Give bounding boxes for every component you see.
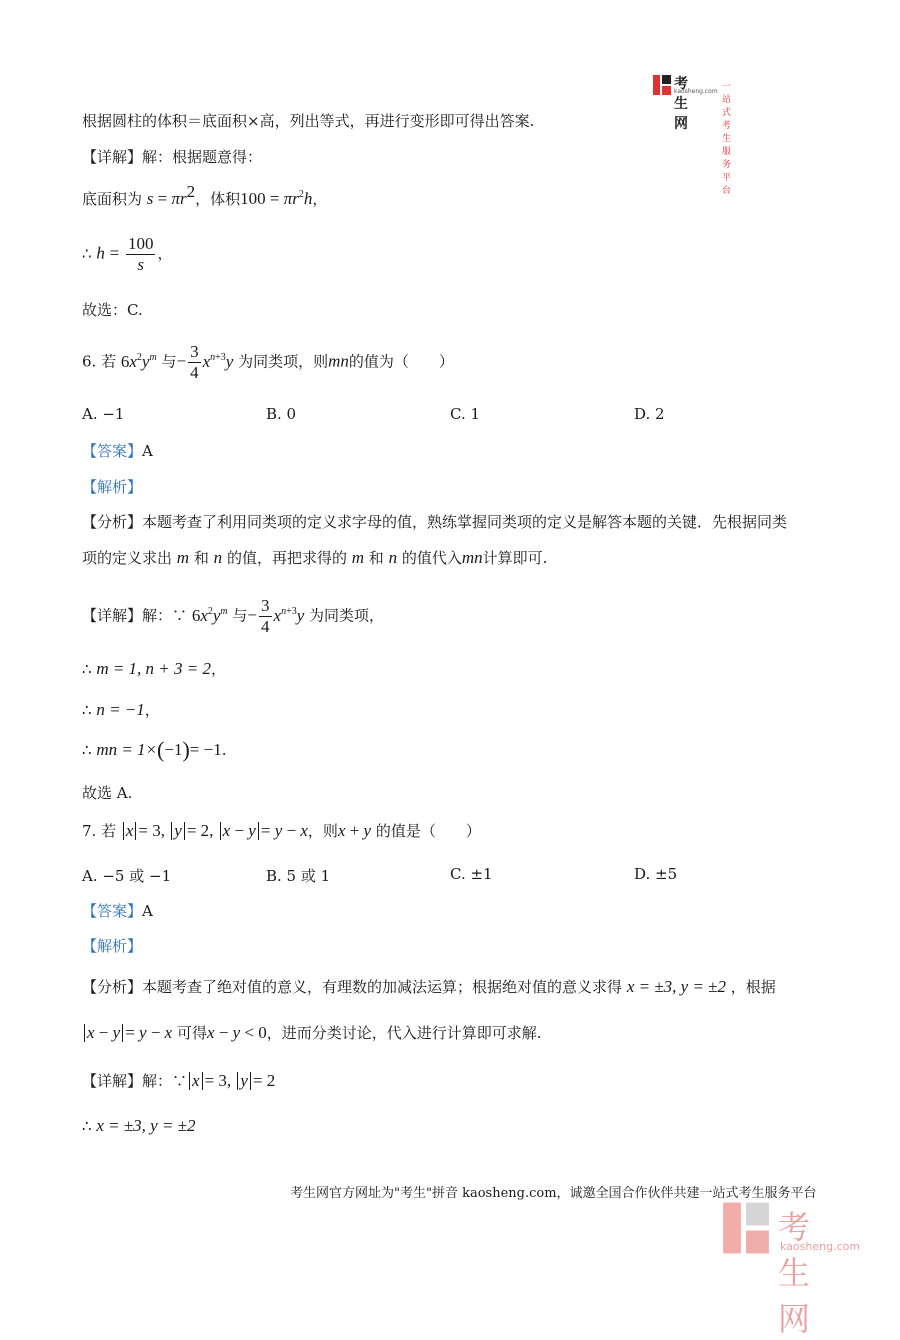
q7-number: 7. 若 bbox=[82, 822, 117, 840]
footer-text: 考生网官方网址为"考生"拼音 kaosheng.com，诚邀全国合作伙伴共建一站式考生服务平台 bbox=[290, 1186, 817, 1201]
q6-answer-line bbox=[82, 440, 153, 461]
logo-mark-icon bbox=[652, 74, 672, 96]
q5-fraction bbox=[126, 234, 156, 275]
q7-fenxi-line1 bbox=[82, 976, 776, 997]
therefore-symbol: ∴ bbox=[82, 244, 92, 263]
q6-fenxi-and1: 和 bbox=[193, 549, 209, 567]
q7-detail-tag: 【详解】 bbox=[82, 1072, 143, 1090]
q7-fenxi-mid: 可得 bbox=[177, 1024, 208, 1042]
q6-question: 6. 若 $6x^2y^m$ 与− $\frac{3}{4}$ $x^{n+3}y$ 为同类项，则mn的值为（ ） bbox=[82, 342, 454, 382]
q5-frac-num: 100 bbox=[127, 234, 154, 253]
q5-detail-line bbox=[82, 146, 262, 167]
q7-fenxi-math1: x = ±3, y = ±2 bbox=[626, 977, 727, 996]
q7-step1: ∴ x = ±3, y = ±2 bbox=[82, 1116, 196, 1135]
q6-value-of: 的值为（ ） bbox=[348, 352, 454, 371]
q5-formula-line bbox=[82, 182, 328, 209]
q7-fenxi-end2: ，进而分类讨论，代入进行计算即可求解. bbox=[266, 1024, 542, 1042]
q7-option-a: A. −5 或 −1 bbox=[82, 867, 172, 885]
watermark-name: 考生网 bbox=[778, 1208, 813, 1338]
q5-h-formula: ∴ h = $\frac{100}{s}$ ， bbox=[82, 234, 173, 274]
q6-step3-b: −1 bbox=[164, 740, 183, 759]
q7-value-of: 的值是（ ） bbox=[375, 822, 481, 840]
q5-detail-text: 解：根据题意得： bbox=[142, 148, 263, 166]
watermark bbox=[718, 1200, 861, 1338]
q6-fenxi-line2: 项的定义求出 m 和 n 的值，再把求得的 m 和 n 的值代入mn计算即可. bbox=[82, 548, 548, 567]
q6-fenxi-tag: 【分析】 bbox=[82, 513, 143, 531]
q5-analysis-line: 根据圆柱的体积＝底面积×高，列出等式，再进行变形即可得出答案. bbox=[82, 112, 535, 130]
q7-conditions: x = 3, y = 2, x − y = y − x bbox=[121, 821, 308, 840]
q6-detail-prefix: 解：∵ bbox=[142, 606, 188, 625]
q5-choice: 故选：C. bbox=[82, 301, 143, 319]
q7-option-b: B. 5 或 1 bbox=[266, 867, 331, 885]
q7-answer-tag: 【答案】 bbox=[82, 902, 143, 920]
q6-step3: ∴ mn = 1×(−1)= −1. bbox=[82, 737, 227, 762]
q6-fenxi-text2c: 的值代入 bbox=[401, 549, 462, 567]
q6-detail-tag: 【详解】 bbox=[82, 606, 143, 625]
q6-fenxi-text1: 本题考查了利用同类项的定义求字母的值，熟练掌握同类项的定义是解答本题的关键．先根据同类 bbox=[142, 513, 788, 531]
q6-option-d: D. 2 bbox=[634, 405, 665, 423]
q6-term1: $6x^2y^m$ bbox=[120, 351, 157, 371]
q5-frac-den: s bbox=[137, 255, 145, 274]
q6-step2-math: n = −1 bbox=[96, 700, 145, 719]
q6-fenxi-text2a: 项的定义求出 bbox=[82, 549, 173, 567]
q5-area-formula: $s = \pi r^2$ bbox=[146, 182, 196, 208]
q7-detail-line: 【详解】解：∵ x = 3, y = 2 bbox=[82, 1071, 276, 1090]
q7-step1-math: x = ±3, y = ±2 bbox=[96, 1116, 196, 1135]
q6-number: 6. 若 bbox=[82, 352, 117, 371]
q6-step2: ∴ n = −1， bbox=[82, 700, 160, 719]
q7-option-c: C. ±1 bbox=[450, 865, 493, 883]
q7-detail-prefix: 解：∵ bbox=[142, 1072, 188, 1090]
q7-fenxi-text1: 本题考查了绝对值的意义，有理数的加减法运算；根据绝对值的意义求得 bbox=[142, 978, 623, 996]
logo-slogan: 一站式考生服务平台 bbox=[722, 82, 732, 196]
q7-fenxi-tag: 【分析】 bbox=[82, 978, 143, 996]
q6-fenxi-text2b: 的值，再把求得的 bbox=[226, 549, 347, 567]
q7-then: ，则 bbox=[307, 822, 338, 840]
logo-domain: kaosheng.com bbox=[674, 88, 718, 95]
q6-option-a: A. −1 bbox=[82, 405, 125, 423]
watermark-domain: kaosheng.com bbox=[780, 1240, 861, 1253]
q6-fraction: $\frac{3}{4}$ bbox=[190, 342, 199, 382]
q6-step1: ∴ m = 1, n + 3 = 2， bbox=[82, 659, 227, 678]
q5-volume-formula: $100 = \pi r^2h$ bbox=[240, 189, 313, 208]
q6-fenxi-line1 bbox=[82, 511, 787, 532]
q5-detail-tag: 【详解】 bbox=[82, 148, 143, 166]
q6-with: 与 bbox=[161, 352, 177, 371]
q6-fenxi-and2: 和 bbox=[368, 549, 384, 567]
q6-step3-c: = −1 bbox=[189, 740, 222, 759]
q6-detail-same: 为同类项， bbox=[309, 606, 385, 625]
q6-detail-line: 【详解】解：∵ $6x^2y^m$ 与− $\frac{3}{4}$ $x^{n+3}y$ 为同类项， bbox=[82, 596, 385, 636]
q7-question: 7. 若 x = 3, y = 2, x − y = y − x，则x + y 的值是（ ） bbox=[82, 821, 481, 840]
q7-fenxi-line2: x − y = y − x 可得x − y < 0，进而分类讨论，代入进行计算即可求解. bbox=[82, 1022, 542, 1043]
q6-step3-a: mn = 1× bbox=[96, 740, 158, 759]
q6-answer: A bbox=[142, 442, 153, 460]
q6-answer-tag: 【答案】 bbox=[82, 442, 143, 460]
q6-option-b: B. 0 bbox=[266, 405, 297, 423]
q5-area-prefix: 底面积为 bbox=[82, 190, 143, 208]
q6-choice: 故选 A. bbox=[82, 784, 133, 802]
q7-analysis-tag: 【解析】 bbox=[82, 937, 143, 955]
q6-step1-math: m = 1, n + 3 = 2 bbox=[96, 659, 212, 678]
q6-analysis-tag: 【解析】 bbox=[82, 478, 143, 496]
q7-answer-line bbox=[82, 900, 153, 921]
q5-end-comma: ， bbox=[312, 190, 328, 208]
q5-volume-prefix: ，体积 bbox=[195, 190, 241, 208]
q7-answer: A bbox=[142, 902, 153, 920]
q6-option-c: C. 1 bbox=[450, 405, 481, 423]
logo-name: 考生网 bbox=[674, 76, 688, 132]
q6-same-kind: 为同类项，则 bbox=[238, 352, 329, 371]
q7-option-d: D. ±5 bbox=[634, 865, 678, 883]
watermark-logo-icon bbox=[718, 1200, 774, 1256]
q6-fenxi-text2d: 计算即可. bbox=[482, 549, 548, 567]
q7-fenxi-end1: ，根据 bbox=[730, 978, 776, 996]
